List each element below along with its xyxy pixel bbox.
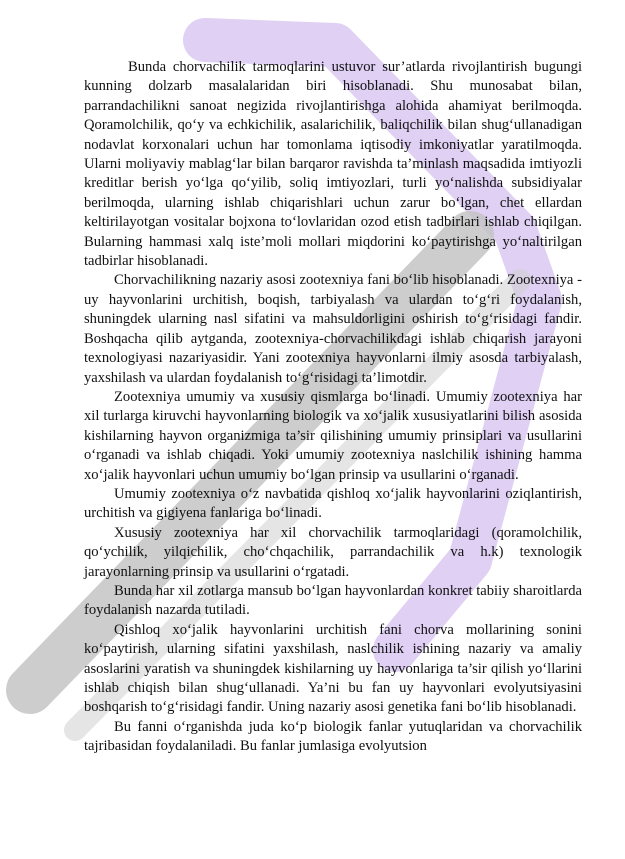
paragraph-7: Qishloq xo‘jalik hayvonlarini urchitish fani chorva mollarining sonini ko‘paytirish, ularning sifatini yaxshilash, naslchilik ishining nazariy va amaliy asoslarini yaratish va shuningdek kishilarning uy hayvonlariga ta’sir qilish yo‘llarini ishlab chiqish bilan shug‘ullanadi. Ya’ni bu fan uy hayvonlari evolyutsiyasini boshqarish to‘g‘risidagi fandir. Uning nazariy asosi genetika fani bo‘lib hisoblanadi.: [84, 621, 582, 716]
paragraph-2: Chorvachilikning nazariy asosi zootexniya fani bo‘lib hisoblanadi. Zootexniya - uy hayvonlarini urchitish, boqish, tarbiyalash va ulardan to‘g‘ri foydalanish, shuningdek ularning nasl sifatini va mahsuldorligini oshirish to‘g‘risidagi fandir. Boshqacha qilib aytganda, zootexniya-chorvachilikdagi ishlab chiqarish jarayoni texnologiyasi nazariyasidir. Yani zootexniya hayvonlarni ilmiy asosda tarbiyalash, yaxshilash va ulardan foydalanish to‘g‘risidagi ta’limotdir.: [84, 272, 582, 386]
paragraph-8: Bu fanni o‘rganishda juda ko‘p biologik fanlar yutuqlaridan va chorvachilik tajribasidan foydalaniladi. Bu fanlar jumlasiga evolyutsion: [84, 718, 582, 755]
document-body: [84, 58, 582, 757]
paragraph-4: Umumiy zootexniya o‘z navbatida qishloq xo‘jalik hayvonlarini oziqlantirish, urchitish va gigiyena fanlariga bo‘linadi.: [84, 485, 582, 522]
paragraph-3: Zootexniya umumiy va xususiy qismlarga bo‘linadi. Umumiy zootexniya har xil turlarga kiruvchi hayvonlarning biologik va xo‘jalik xususiyatlarini bilish asosida kishilarning hayvon organizmiga ta’sir qilishining umumiy prinsiplari va usullarini o‘rganadi va ishlab chiqadi. Yoki umumiy zootexniya naslchilik ishining hamma xo‘jalik hayvonlari uchun umumiy bo‘lgan prinsip va usullarini o‘rganadi.: [84, 388, 582, 483]
paragraph-6: Bunda har xil zotlarga mansub bo‘lgan hayvonlardan konkret tabiiy sharoitlarda foydalanish nazarda tutiladi.: [84, 582, 582, 619]
paragraph-1: Bunda chorvachilik tarmoqlarini ustuvor sur’atlarda rivojlantirish bugungi kunning dolzarb masalalaridan biri hisoblanadi. Shu munosabat bilan, parrandachilikni sanoat negizida rivojlantirishga alohida ahamiyat berilmoqda. Qoramolchilik, qo‘y va echkichilik, asalarichilik, baliqchilik bilan shug‘ullanadigan nodavlat korxonalari uchun har tomonlama iqtisodiy imkoniyatlar yaratilmoqda. Ularni moliyaviy mablag‘lar bilan barqaror ravishda ta’minlash maqsadida imtiyozli kreditlar berish yo‘lga qo‘yilib, soliq imtiyozlari, turli yo‘nalishda subsidiyalar berilmoqda, ularning ishlab chiqarishlari uchun zarur bo‘lgan, chet ellardan keltirilayotgan vositalar bojxona to‘lovlaridan ozod etish tadbirlari ishlab chiqilgan. Bularning hammasi xalq iste’moli mollari miqdorini ko‘paytirishga yo‘naltirilgan tadbirlar hisoblanadi.: [84, 59, 582, 270]
paragraph-5: Xususiy zootexniya har xil chorvachilik tarmoqlaridagi (qoramolchilik, qo‘ychilik, yilqichilik, cho‘chqachilik, parrandachilik va h.k) texnologik jarayonlarning prinsip va usullarini o‘rgatadi.: [84, 524, 582, 580]
